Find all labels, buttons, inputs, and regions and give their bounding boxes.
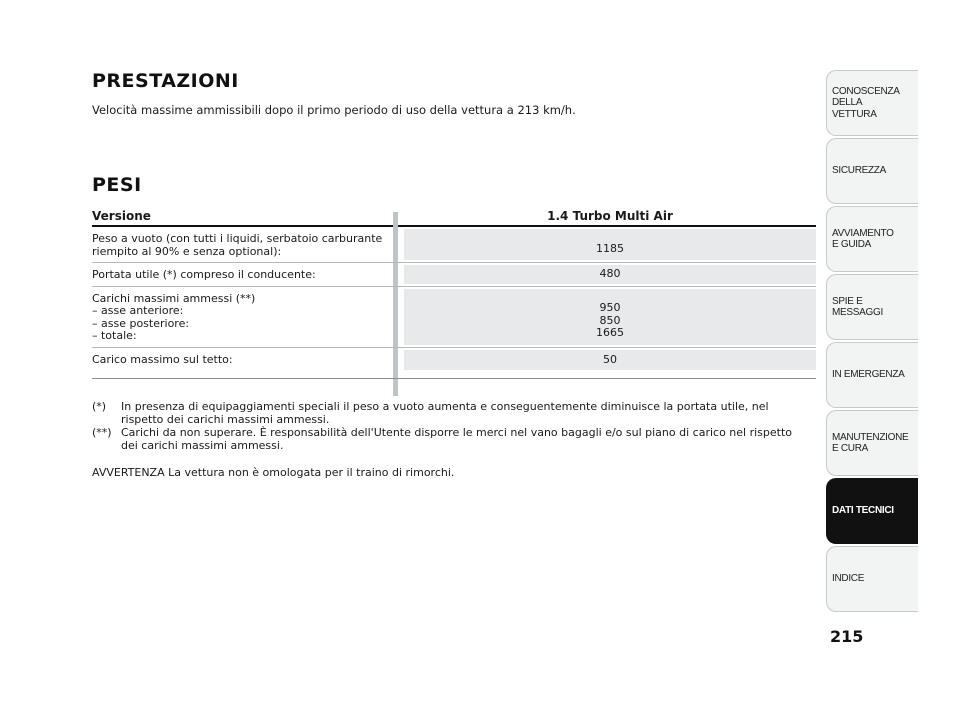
warning-text: AVVERTENZA La vettura non è omologata per il traino di rimorchi. xyxy=(92,466,455,479)
tab-label: IN EMERGENZA xyxy=(832,369,905,381)
row-label-line: Peso a vuoto (con tutti i liquidi, serbatoio carburante xyxy=(92,232,383,245)
tab-label: SICUREZZA xyxy=(832,165,886,177)
tab-manutenzione-e-cura[interactable] xyxy=(826,410,918,476)
row-value: 50 xyxy=(603,352,617,366)
footnotes xyxy=(92,400,812,452)
section-title-pesi: PESI xyxy=(92,174,142,196)
table-row xyxy=(92,348,816,380)
table-header xyxy=(92,208,816,227)
row-value: 850 xyxy=(599,313,621,327)
row-label-line: – asse anteriore: xyxy=(92,304,184,317)
tab-sicurezza[interactable] xyxy=(826,138,918,204)
tab-label: CONOSCENZA DELLA VETTURA xyxy=(832,85,900,120)
tab-indice[interactable] xyxy=(826,546,918,612)
header-version: Versione xyxy=(92,209,151,223)
row-label-line: Carichi massimi ammessi (**) xyxy=(92,291,256,305)
section-title-prestazioni: PRESTAZIONI xyxy=(92,70,239,92)
row-label-line: Portata utile (*) compreso il conducente: xyxy=(92,268,316,281)
footnote xyxy=(92,400,812,426)
tab-in-emergenza[interactable] xyxy=(826,342,918,408)
tab-spie-e-messaggi[interactable] xyxy=(826,274,918,340)
tab-label: SPIE E MESSAGGI xyxy=(832,295,883,318)
row-value: 480 xyxy=(599,267,621,280)
row-value: 1665 xyxy=(596,326,624,339)
footnote-text: In presenza di equipaggiamenti speciali il peso a vuoto aumenta e conseguentemente diminuisce la portata utile, nel rispetto dei carichi massimi ammessi. xyxy=(121,400,769,426)
table-row xyxy=(92,287,816,348)
footnote-text: Carichi da non superare. È responsabilità dell'Utente disporre le merci nel vano bagagli e/o sul piano di carico nel rispetto dei carichi massimi ammessi. xyxy=(121,426,793,452)
weights-table xyxy=(92,208,816,379)
table-row xyxy=(92,263,816,287)
tab-label: INDICE xyxy=(832,573,865,585)
tab-label: DATI TECNICI xyxy=(832,505,894,517)
footnote-marker: (*) xyxy=(92,400,107,413)
tab-label: MANUTENZIONE E CURA xyxy=(832,431,909,454)
tab-label: AVVIAMENTO E GUIDA xyxy=(832,227,894,250)
table-row xyxy=(92,227,816,263)
row-value: 950 xyxy=(599,301,621,314)
row-label-line: riempito al 90% e senza optional): xyxy=(92,244,282,258)
prestazioni-text: Velocità massime ammissibili dopo il primo periodo di uso della vettura a 213 km/h. xyxy=(92,103,576,117)
row-value: 1185 xyxy=(596,241,624,255)
row-label-line: – asse posteriore: xyxy=(92,316,190,330)
chapter-tabs xyxy=(826,70,918,614)
row-label-line: Carico massimo sul tetto: xyxy=(92,352,233,366)
header-engine: 1.4 Turbo Multi Air xyxy=(547,209,673,223)
page-number: 215 xyxy=(830,627,864,646)
row-label-line: – totale: xyxy=(92,329,137,342)
tab-conoscenza-della-vettura[interactable] xyxy=(826,70,918,136)
tab-avviamento-e-guida[interactable] xyxy=(826,206,918,272)
footnote-marker: (**) xyxy=(92,426,112,439)
footnote xyxy=(92,426,812,452)
tab-dati-tecnici[interactable] xyxy=(826,478,918,544)
